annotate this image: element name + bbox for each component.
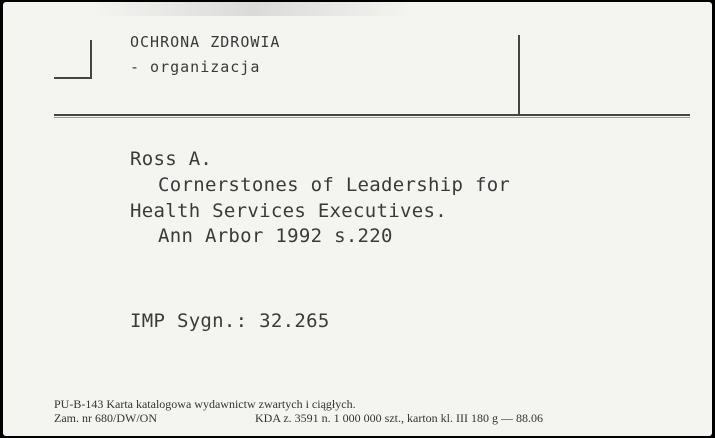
title-line-1: Cornerstones of Leadership for xyxy=(158,174,511,196)
bracket-vertical xyxy=(90,40,92,78)
author: Ross A. xyxy=(130,148,213,170)
title-line-2: Health Services Executives. xyxy=(130,200,447,222)
footer-line-1: PU-B-143 Karta katalogowa wydawnictw zwartych i ciągłych. xyxy=(54,397,356,411)
catalog-card xyxy=(3,2,712,436)
subject-heading: OCHRONA ZDROWIA xyxy=(130,33,281,51)
footer-order-number: Zam. nr 680/DW/ON xyxy=(54,411,157,425)
bracket-horizontal xyxy=(54,77,92,79)
ink-smudge xyxy=(93,2,413,16)
header-rule-shadow xyxy=(54,117,690,118)
call-number: IMP Sygn.: 32.265 xyxy=(130,310,330,332)
subject-subheading: - organizacja xyxy=(130,58,261,76)
header-rule xyxy=(54,114,690,116)
footer-print-info: KDA z. 3591 n. 1 000 000 szt., karton kl. III 180 g — 88.06 xyxy=(255,411,543,425)
imprint: Ann Arbor 1992 s.220 xyxy=(158,225,393,247)
column-divider xyxy=(518,35,520,115)
